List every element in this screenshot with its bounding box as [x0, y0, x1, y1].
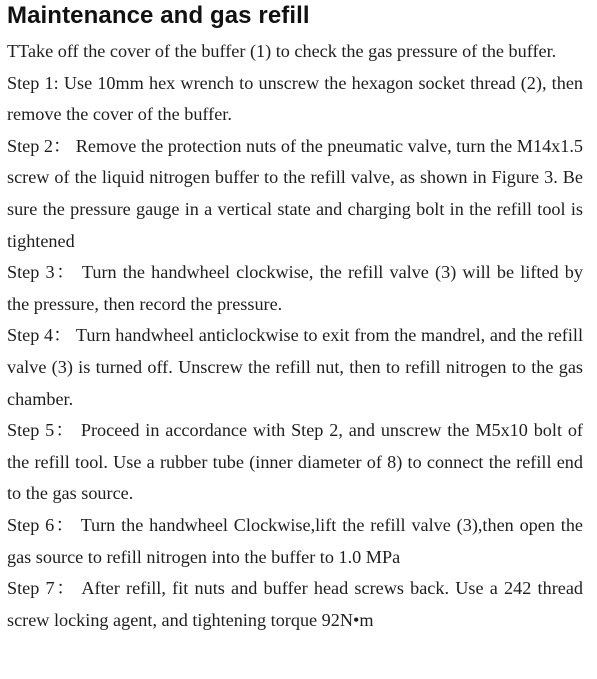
section-heading: Maintenance and gas refill [7, 2, 310, 29]
step-6-paragraph: Step 6： Turn the handwheel Clockwise,lift the refill valve (3),then open the gas source to refill nitrogen into the buffer to 1.0 MPa [7, 514, 583, 567]
step-2-paragraph: Step 2： Remove the protection nuts of the pneumatic valve, turn the M14x1.5 screw of the liquid nitrogen buffer to the refill valve, as shown in Figure 3. Be sure the pressure gauge in a vertical state and charging bolt in the refill tool is tightened [7, 135, 583, 251]
step-1-paragraph: Step 1: Use 10mm hex wrench to unscrew the hexagon socket thread (2), then remove the cover of the buffer. [7, 72, 583, 125]
step-7-paragraph: Step 7： After refill, fit nuts and buffer head screws back. Use a 242 thread screw locking agent, and tightening torque 92N•m [7, 578, 583, 630]
instructions-body [7, 36, 583, 636]
step-4-paragraph: Step 4： Turn handwheel anticlockwise to exit from the mandrel, and the refill valve (3) is turned off. Unscrew the refill nut, then to refill nitrogen to the gas chamber. [7, 325, 583, 409]
step-3-paragraph: Step 3： Turn the handwheel clockwise, the refill valve (3) will be lifted by the pressure, then record the pressure. [7, 262, 583, 314]
step-5-paragraph: Step 5： Proceed in accordance with Step 2, and unscrew the M5x10 bolt of the refill tool. Use a rubber tube (inner diameter of 8) to connect the refill end to the gas source. [7, 420, 583, 504]
intro-paragraph: TTake off the cover of the buffer (1) to check the gas pressure of the buffer. [7, 41, 557, 61]
